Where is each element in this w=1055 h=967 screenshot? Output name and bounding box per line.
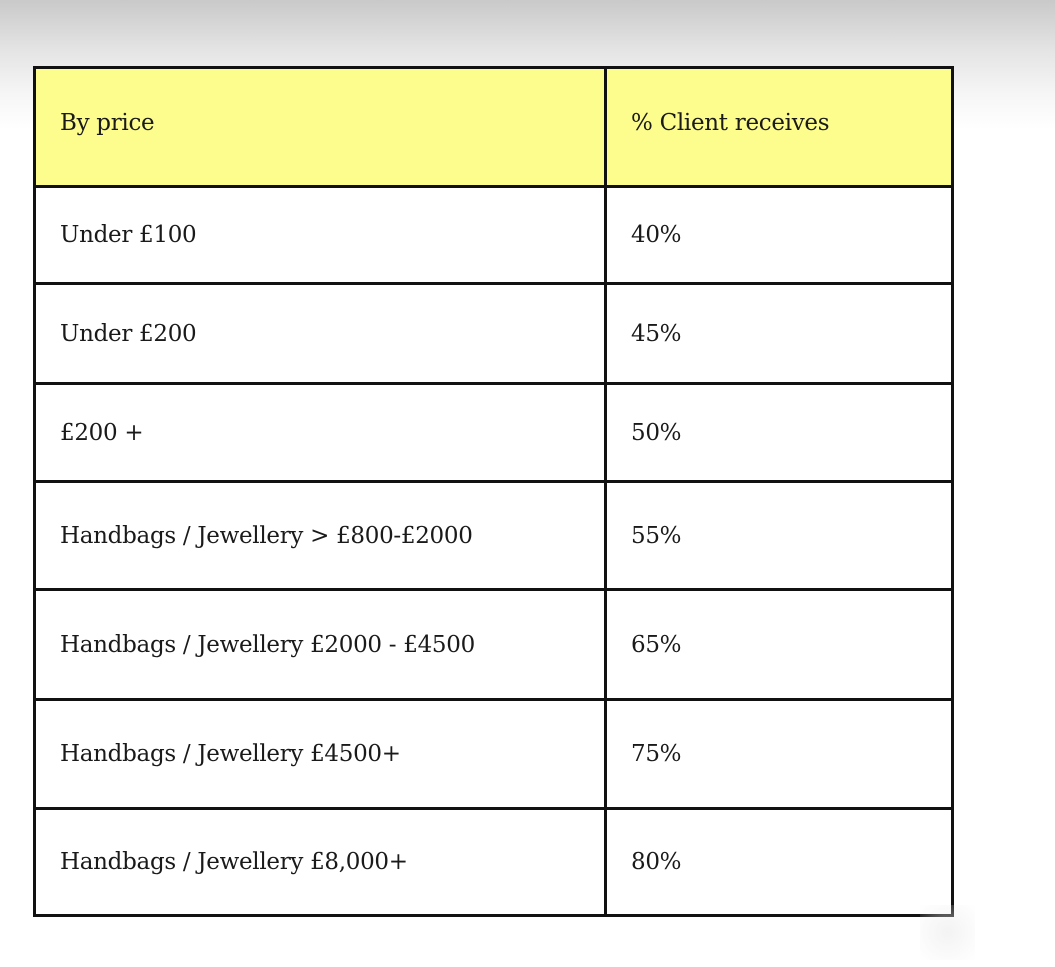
percent-cell: 65% [606,590,953,700]
table-row [35,187,953,284]
table-header-row [35,68,953,187]
percent-cell: 45% [606,284,953,384]
header-client-receives: % Client receives [606,68,953,187]
header-by-price: By price [35,68,606,187]
price-band-cell: Under £200 [35,284,606,384]
percent-cell: 50% [606,384,953,482]
price-band-cell: Under £100 [35,187,606,284]
price-band-cell: £200 + [35,384,606,482]
price-band-cell: Handbags / Jewellery > £800-£2000 [35,482,606,590]
corner-shadow-decoration [920,905,975,960]
percent-cell: 40% [606,187,953,284]
table-row [35,384,953,482]
table-row [35,482,953,590]
price-band-cell: Handbags / Jewellery £4500+ [35,700,606,809]
percent-cell: 55% [606,482,953,590]
table-row [35,700,953,809]
table-row [35,809,953,916]
percent-cell: 80% [606,809,953,916]
table-row [35,284,953,384]
table-row [35,590,953,700]
commission-table [33,66,954,917]
percent-cell: 75% [606,700,953,809]
price-band-cell: Handbags / Jewellery £2000 - £4500 [35,590,606,700]
price-band-cell: Handbags / Jewellery £8,000+ [35,809,606,916]
commission-table-container [33,66,951,917]
